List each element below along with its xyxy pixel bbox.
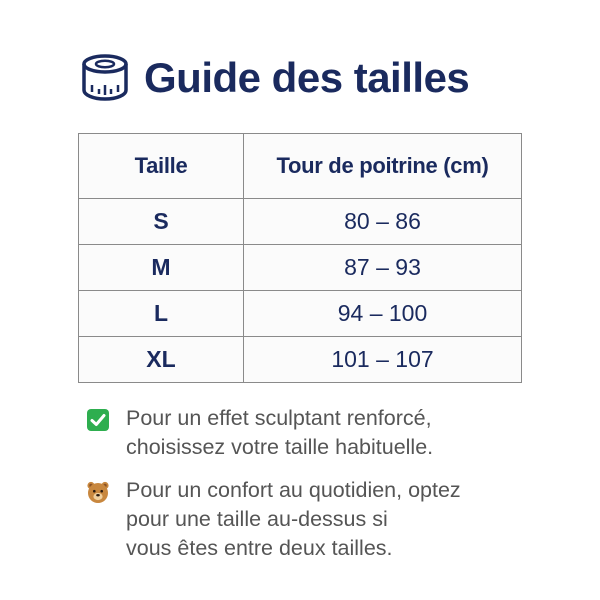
measuring-tape-icon (80, 52, 130, 104)
page-title: Guide des tailles (144, 54, 470, 101)
table-row (79, 337, 522, 383)
size-cell: L (79, 291, 244, 337)
table-row (79, 245, 522, 291)
chest-cell: 101 – 107 (244, 337, 522, 383)
sizing-notes (86, 404, 546, 577)
size-cell: M (79, 245, 244, 291)
chest-cell: 80 – 86 (244, 199, 522, 245)
size-chart-table (78, 133, 522, 383)
check-mark-icon (86, 408, 110, 432)
bear-icon (86, 480, 110, 504)
size-cell: XL (79, 337, 244, 383)
size-cell: S (79, 199, 244, 245)
table-row (79, 199, 522, 245)
column-header-chest: Tour de poitrine (cm) (244, 134, 522, 199)
page-header (80, 48, 469, 108)
note-text: Pour un effet sculptant renforcé, choisissez votre taille habituelle. (126, 406, 434, 459)
table-header-row (79, 134, 522, 199)
chest-cell: 94 – 100 (244, 291, 522, 337)
note-text: Pour un confort au quotidien, optez pour une taille au-dessus si vous êtes entre deux tailles. (126, 478, 461, 560)
column-header-size: Taille (79, 134, 244, 199)
chest-cell: 87 – 93 (244, 245, 522, 291)
table-row (79, 291, 522, 337)
note-comfort (86, 476, 546, 563)
note-sculpting (86, 404, 546, 462)
